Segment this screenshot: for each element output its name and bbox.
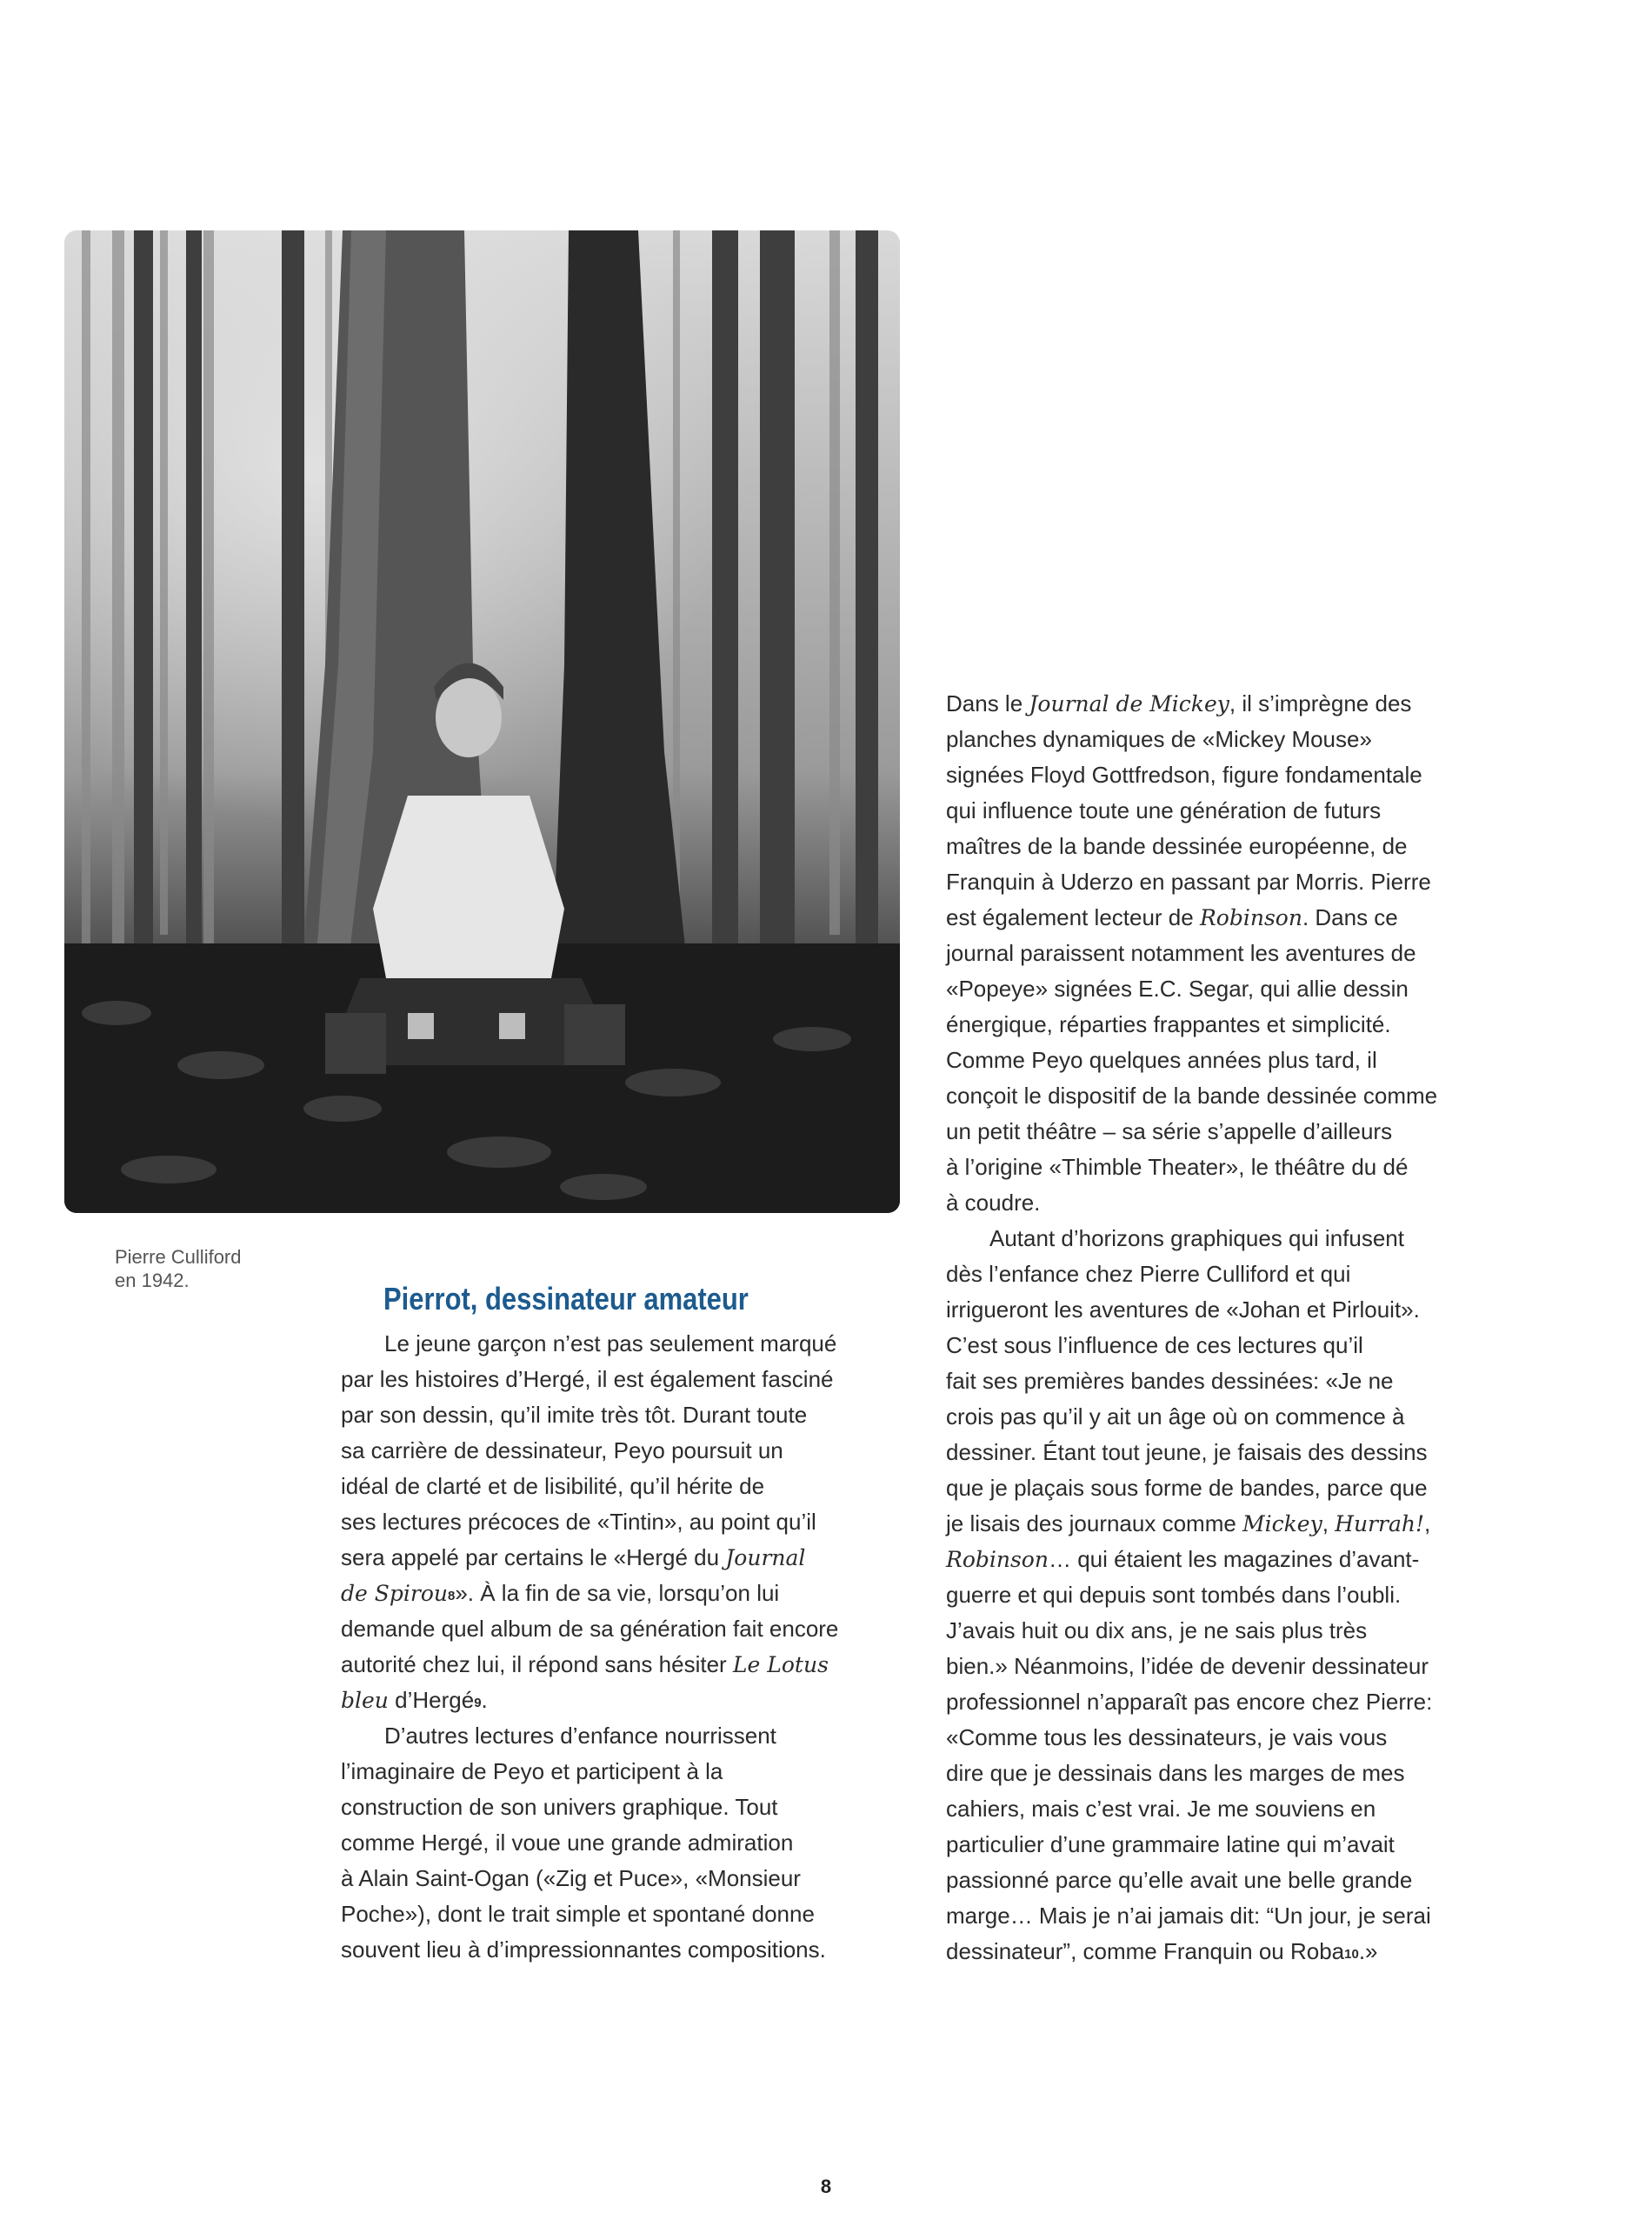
text-segment: «Popeye» signées E.C. Segar, qui allie dessin — [946, 976, 1409, 1002]
text-segment: Franquin à Uderzo en passant par Morris. Pierre — [946, 869, 1431, 895]
text-line — [946, 757, 1520, 793]
caption-line-2: en 1942. — [115, 1270, 190, 1291]
text-line — [946, 1007, 1520, 1043]
page-number: 8 — [820, 2176, 832, 2197]
text-line — [946, 1399, 1520, 1435]
text-segment: par son dessin, qu’il imite très tôt. Durant toute — [341, 1402, 808, 1428]
text-segment: passionné parce qu’elle avait une belle grande — [946, 1867, 1413, 1893]
text-line — [946, 1613, 1520, 1649]
text-segment: cahiers, mais c’est vrai. Je me souviens en — [946, 1796, 1376, 1822]
photo-boy-in-forest — [64, 230, 900, 1213]
text-segment: idéal de clarté et de lisibilité, qu’il hérite de — [341, 1473, 765, 1499]
text-line — [341, 1825, 897, 1861]
text-line — [946, 1221, 1520, 1256]
text-line — [341, 1718, 897, 1754]
text-segment: souvent lieu à d’impressionnantes compositions. — [341, 1936, 826, 1963]
text-line — [946, 864, 1520, 900]
text-segment: qui influence toute une génération de futurs — [946, 797, 1382, 823]
text-segment: comme Hergé, il voue une grande admiration — [341, 1829, 794, 1856]
text-segment: particulier d’une grammaire latine qui m’avait — [946, 1831, 1395, 1857]
text-segment: à l’origine «Thimble Theater», le théâtre du dé — [946, 1154, 1409, 1180]
text-line — [946, 1756, 1520, 1791]
text-line — [946, 686, 1520, 722]
text-segment: planches dynamiques de «Mickey Mouse» — [946, 726, 1372, 752]
text-segment: Autant d’horizons graphiques qui infusent — [989, 1225, 1404, 1251]
text-line — [946, 1292, 1520, 1328]
text-segment: est également lecteur de — [946, 904, 1200, 930]
text-segment: autorité chez lui, il répond sans hésiter — [341, 1651, 733, 1677]
right-text-column — [946, 686, 1520, 1969]
text-segment: dessiner. Étant tout jeune, je faisais des dessins — [946, 1439, 1428, 1465]
text-segment: l’imaginaire de Peyo et participent à la — [341, 1758, 723, 1784]
text-line — [341, 1504, 897, 1540]
text-line — [946, 1720, 1520, 1756]
text-line — [946, 1435, 1520, 1470]
text-segment: énergique, réparties frappantes et simplicité. — [946, 1011, 1391, 1037]
text-segment: Hurrah! — [1335, 1511, 1425, 1536]
text-line — [946, 1185, 1520, 1221]
text-line — [946, 1114, 1520, 1150]
text-line — [341, 1576, 897, 1611]
text-segment: ses lectures précoces de «Tintin», au point qu’il — [341, 1509, 816, 1535]
text-segment: sera appelé par certains le «Hergé du — [341, 1544, 726, 1570]
text-segment: marge… Mais je n’ai jamais dit: “Un jour, je serai — [946, 1903, 1431, 1929]
text-segment: demande quel album de sa génération fait encore — [341, 1616, 839, 1642]
text-line — [946, 936, 1520, 971]
text-line — [946, 1898, 1520, 1934]
text-line — [341, 1469, 897, 1504]
forest-photo-illustration — [64, 230, 900, 1213]
text-line — [341, 1896, 897, 1932]
text-line — [341, 1932, 897, 1968]
text-segment: C’est sous l’influence de ces lectures qu’il — [946, 1332, 1363, 1358]
text-segment: .» — [1358, 1938, 1378, 1964]
text-segment: dessinateur”, comme Franquin ou Roba — [946, 1938, 1345, 1964]
text-segment: construction de son univers graphique. Tout — [341, 1794, 778, 1820]
text-segment: Le Lotus — [732, 1652, 829, 1677]
text-segment: D’autres lectures d’enfance nourrissent — [384, 1723, 776, 1749]
text-line — [946, 1256, 1520, 1292]
text-line — [946, 1043, 1520, 1078]
text-line — [341, 1611, 897, 1647]
text-line — [341, 1861, 897, 1896]
text-segment: fait ses premières bandes dessinées: «Je ne — [946, 1368, 1394, 1394]
text-segment: dès l’enfance chez Pierre Culliford et qui — [946, 1261, 1351, 1287]
photo-caption — [115, 1245, 289, 1292]
text-line — [341, 1540, 897, 1576]
text-line — [946, 829, 1520, 864]
text-segment: Journal de Mickey — [1029, 691, 1229, 716]
text-segment: Le jeune garçon n’est pas seulement marqué — [384, 1330, 837, 1356]
footnote-ref: 8 — [447, 1589, 456, 1603]
text-line — [946, 1506, 1520, 1542]
text-segment: bien.» Néanmoins, l’idée de devenir dessinateur — [946, 1653, 1429, 1679]
text-segment: sa carrière de dessinateur, Peyo poursuit un — [341, 1437, 783, 1463]
text-line — [946, 1934, 1520, 1969]
text-line — [946, 1363, 1520, 1399]
text-line — [341, 1789, 897, 1825]
text-segment: Robinson — [1199, 905, 1302, 930]
text-line — [946, 1470, 1520, 1506]
text-segment: de Spirou — [341, 1581, 448, 1606]
text-line — [946, 1863, 1520, 1898]
text-segment: un petit théâtre – sa série s’appelle d’ailleurs — [946, 1118, 1393, 1144]
text-segment: guerre et qui depuis sont tombés dans l’oubli. — [946, 1582, 1402, 1608]
text-line — [946, 722, 1520, 757]
left-text-column — [341, 1326, 897, 1968]
text-segment: maîtres de la bande dessinée européenne, de — [946, 833, 1408, 859]
text-segment: «Comme tous les dessinateurs, je vais vous — [946, 1724, 1388, 1750]
text-segment: … qui étaient les magazines d’avant- — [1048, 1546, 1420, 1572]
text-line — [946, 793, 1520, 829]
text-segment: Journal — [725, 1545, 806, 1570]
text-line — [341, 1433, 897, 1469]
text-segment: , — [1322, 1510, 1336, 1536]
text-segment: , — [1424, 1510, 1431, 1536]
text-line — [946, 1577, 1520, 1613]
text-line — [341, 1647, 897, 1683]
text-segment: Mickey — [1242, 1511, 1322, 1536]
text-line — [946, 1542, 1520, 1577]
text-segment: Dans le — [946, 690, 1029, 716]
text-segment: conçoit le dispositif de la bande dessinée comme — [946, 1083, 1438, 1109]
text-segment: bleu — [341, 1688, 389, 1713]
text-segment: signées Floyd Gottfredson, figure fondamentale — [946, 762, 1422, 788]
text-segment: par les histoires d’Hergé, il est également fasciné — [341, 1366, 834, 1392]
text-segment: journal paraissent notamment les aventures de — [946, 940, 1416, 966]
text-segment: J’avais huit ou dix ans, je ne sais plus très — [946, 1617, 1368, 1643]
text-line — [946, 1649, 1520, 1684]
text-line — [946, 1078, 1520, 1114]
text-line — [946, 971, 1520, 1007]
text-segment: Poche»), dont le trait simple et spontané donne — [341, 1901, 815, 1927]
text-line — [946, 900, 1520, 936]
footnote-ref: 9 — [474, 1696, 482, 1710]
text-line — [341, 1397, 897, 1433]
text-segment: Comme Peyo quelques années plus tard, il — [946, 1047, 1377, 1073]
section-heading: Pierrot, dessinateur amateur — [383, 1281, 749, 1316]
text-line — [946, 1827, 1520, 1863]
text-segment: . Dans ce — [1302, 904, 1398, 930]
text-segment: ». À la fin de sa vie, lorsqu’on lui — [455, 1580, 780, 1606]
text-line — [946, 1684, 1520, 1720]
text-line — [341, 1326, 897, 1362]
text-segment: , il s’imprègne des — [1229, 690, 1412, 716]
text-segment: irrigueront les aventures de «Johan et Pirlouit». — [946, 1296, 1420, 1323]
text-segment: je lisais des journaux comme — [946, 1510, 1243, 1536]
text-segment: Robinson — [946, 1547, 1049, 1572]
text-segment: que je plaçais sous forme de bandes, parce que — [946, 1475, 1428, 1501]
text-segment: d’Hergé — [388, 1687, 475, 1713]
text-line — [341, 1754, 897, 1789]
text-segment: dire que je dessinais dans les marges de mes — [946, 1760, 1405, 1786]
text-segment: à Alain Saint-Ogan («Zig et Puce», «Monsieur — [341, 1865, 801, 1891]
text-segment: crois pas qu’il y ait un âge où on commence à — [946, 1403, 1405, 1430]
text-segment: . — [481, 1687, 488, 1713]
text-segment: professionnel n’apparaît pas encore chez Pierre: — [946, 1689, 1433, 1715]
text-line — [946, 1328, 1520, 1363]
text-line — [341, 1362, 897, 1397]
text-line — [946, 1791, 1520, 1827]
text-line — [946, 1150, 1520, 1185]
text-line — [341, 1683, 897, 1718]
footnote-ref: 10 — [1344, 1947, 1359, 1962]
text-segment: à coudre. — [946, 1190, 1041, 1216]
caption-line-1: Pierre Culliford — [115, 1246, 242, 1268]
